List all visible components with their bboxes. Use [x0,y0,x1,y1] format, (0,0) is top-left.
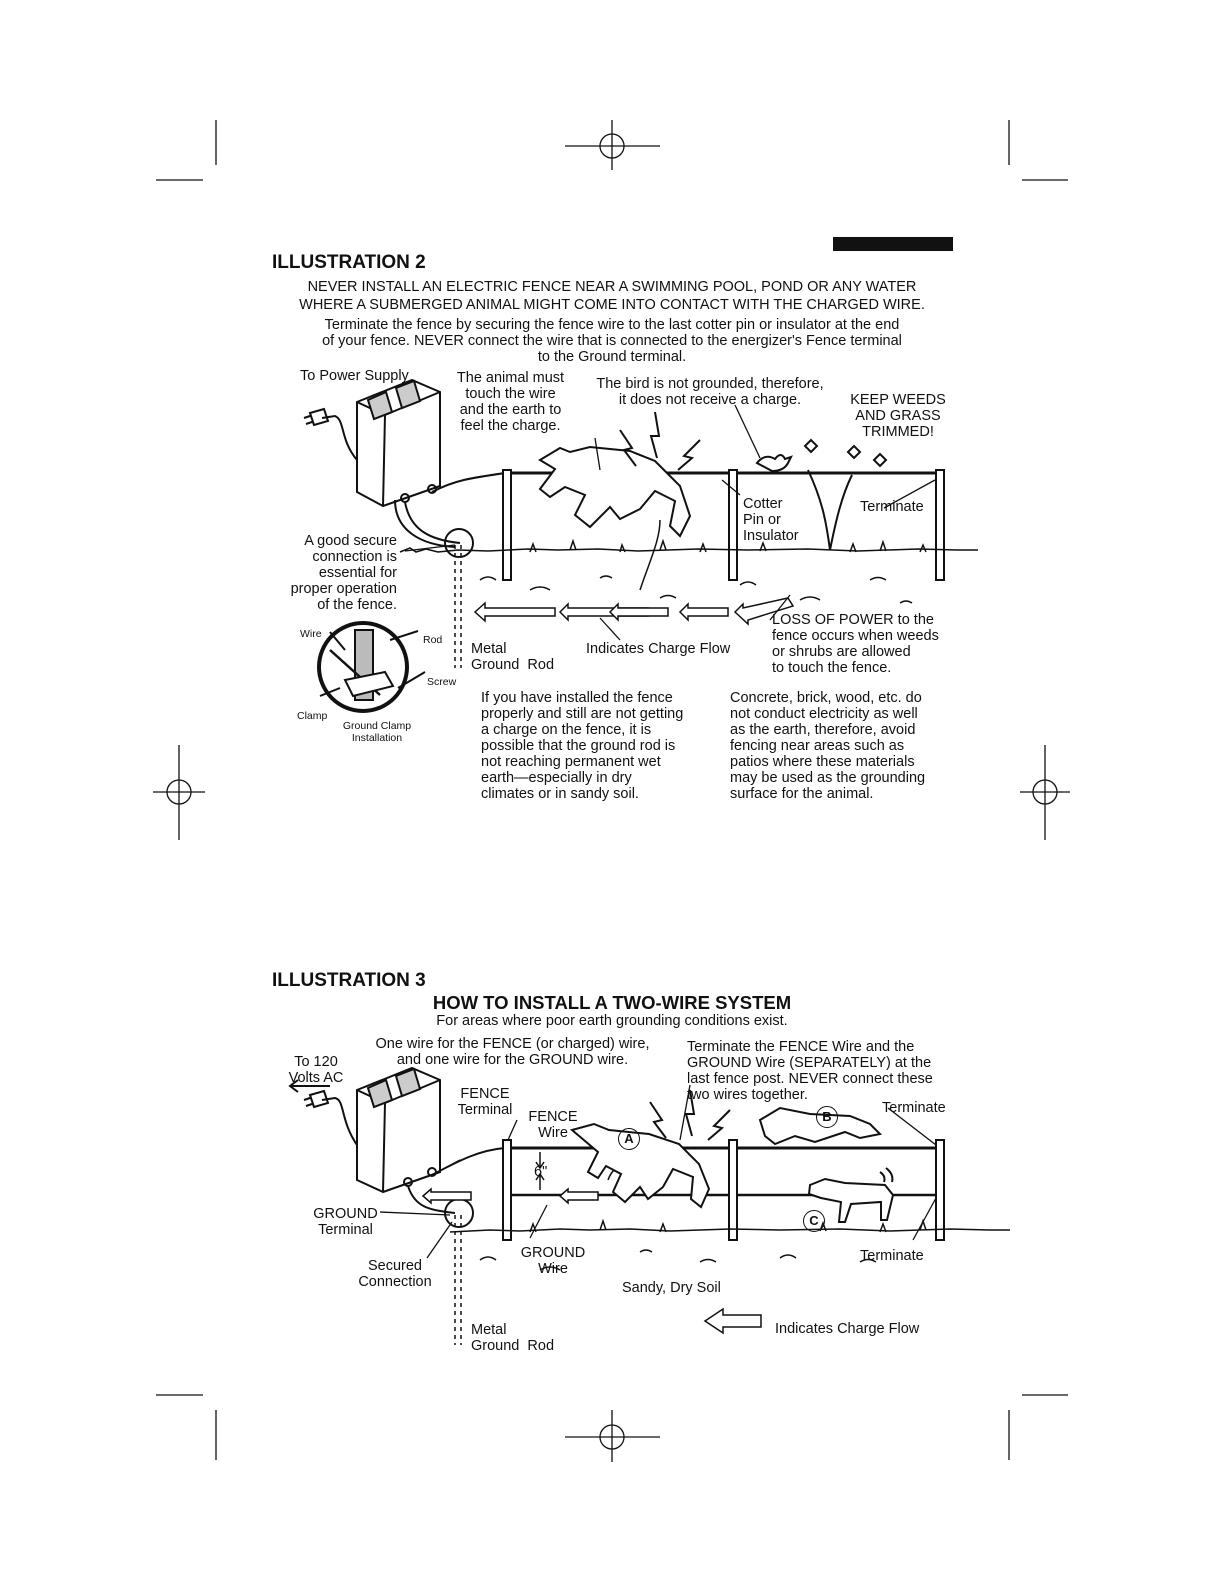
sandy-soil-label: Sandy, Dry Soil [622,1280,721,1296]
terminate-instruction-2: of your fence. NEVER connect the wire that is connected to the energizer's Fence terminal [322,333,902,349]
fence-terminal-label: FENCE Terminal [457,1086,513,1118]
fence-lead-1 [432,472,512,492]
ground-terminal-label: GROUND Terminal [313,1206,378,1238]
label-c-badge: C [803,1210,825,1232]
legend-charge-flow-label: Indicates Charge Flow [775,1321,920,1337]
to-power-supply-label: To Power Supply [300,368,409,384]
note-left: If you have installed the fence properly and still are not getting a charge on the fence, it is possible that the ground rod is not reaching permanent wet earth—especially in dry climates or in sandy soil. [481,690,684,802]
indicates-charge-flow-label: Indicates Charge Flow [586,641,731,657]
terminate-instruction-3: to the Ground terminal. [537,349,687,365]
fence-wire-label: FENCE Wire [528,1109,578,1141]
power-cord-2 [322,1098,357,1145]
animal-must-label: The animal must touch the wire and the earth to feel the charge. [456,370,565,434]
ground-wire-label: GROUND Wire [520,1245,586,1277]
illustration-3-title: ILLUSTRATION 3 [272,970,426,991]
label-b-badge: B [816,1106,838,1128]
spark-bolts-1 [620,412,700,470]
clamp-caption: Ground Clamp Installation [342,720,412,744]
clamp-screw-label: Screw [427,676,457,688]
secured-connection-label: Secured Connection [358,1258,432,1290]
keep-weeds-label: KEEP WEEDS AND GRASS TRIMMED! [850,392,946,440]
note-right: Concrete, brick, wood, etc. do not conduct electricity as well as the earth, therefore, avoid fencing near areas such as patios where these materials may be used as the grounding surface for the animal. [730,690,926,802]
loss-of-power-label: LOSS OF POWER to the fence occurs when weeds or shrubs are allowed to touch the fence. [772,612,939,676]
bird-1 [757,455,791,471]
cotter-pin-label: Cotter Pin or Insulator [743,496,799,544]
fence-lead-2 [432,1148,505,1175]
black-tab [833,237,953,251]
weed-1 [805,440,886,550]
label-a-badge: A [618,1128,640,1150]
dog-1 [540,447,690,536]
bird-label: The bird is not grounded, therefore, it does not receive a charge. [596,376,824,408]
clamp-clamp-label: Clamp [297,710,328,722]
clamp-rod-label: Rod [423,634,443,646]
ground-rod-2 [455,1215,461,1345]
illustration-3-subtitle-2: For areas where poor earth grounding conditions exist. [436,1013,788,1029]
terminate-instruction-1: Terminate the fence by securing the fence wire to the last cotter pin or insulator at the end [324,317,900,333]
illustration-3-subtitle: HOW TO INSTALL A TWO-WIRE SYSTEM [432,992,792,1013]
terminate-bottom-label: Terminate [860,1248,924,1264]
metal-ground-rod-label: Metal Ground Rod [471,641,555,673]
warning-line-2: WHERE A SUBMERGED ANIMAL MIGHT COME INTO CONTACT WITH THE CHARGED WIRE. [299,297,925,313]
six-inch-label: 6" [534,1164,548,1180]
power-cord-1 [322,416,357,460]
good-secure-label: A good secure connection is essential for proper operation of the fence. [290,533,397,613]
energizer-unit-1 [357,380,440,506]
energizer-unit-2 [357,1068,440,1192]
terminate-note: Terminate the FENCE Wire and the GROUND Wire (SEPARATELY) at the last fence post. NEVER connect these two wires together. [687,1039,933,1103]
warning-line-1: NEVER INSTALL AN ELECTRIC FENCE NEAR A SWIMMING POOL, POND OR ANY WATER [307,279,917,295]
terminate-top-label: Terminate [882,1100,946,1116]
ground-clamp-detail [319,623,425,711]
ground-lead-1 [405,502,460,543]
ground-line-1 [400,541,978,603]
terminate-label: Terminate [860,499,924,515]
metal-ground-rod-label-2: Metal Ground Rod [471,1322,555,1354]
illustration-2-title: ILLUSTRATION 2 [272,252,426,273]
to-120-label: To 120 Volts AC [288,1054,344,1086]
legend-arrow-icon [705,1309,761,1333]
one-wire-label: One wire for the FENCE (or charged) wire, and one wire for the GROUND wire. [375,1036,650,1068]
ground-rod-1 [455,545,461,668]
clamp-wire-label: Wire [300,628,322,640]
